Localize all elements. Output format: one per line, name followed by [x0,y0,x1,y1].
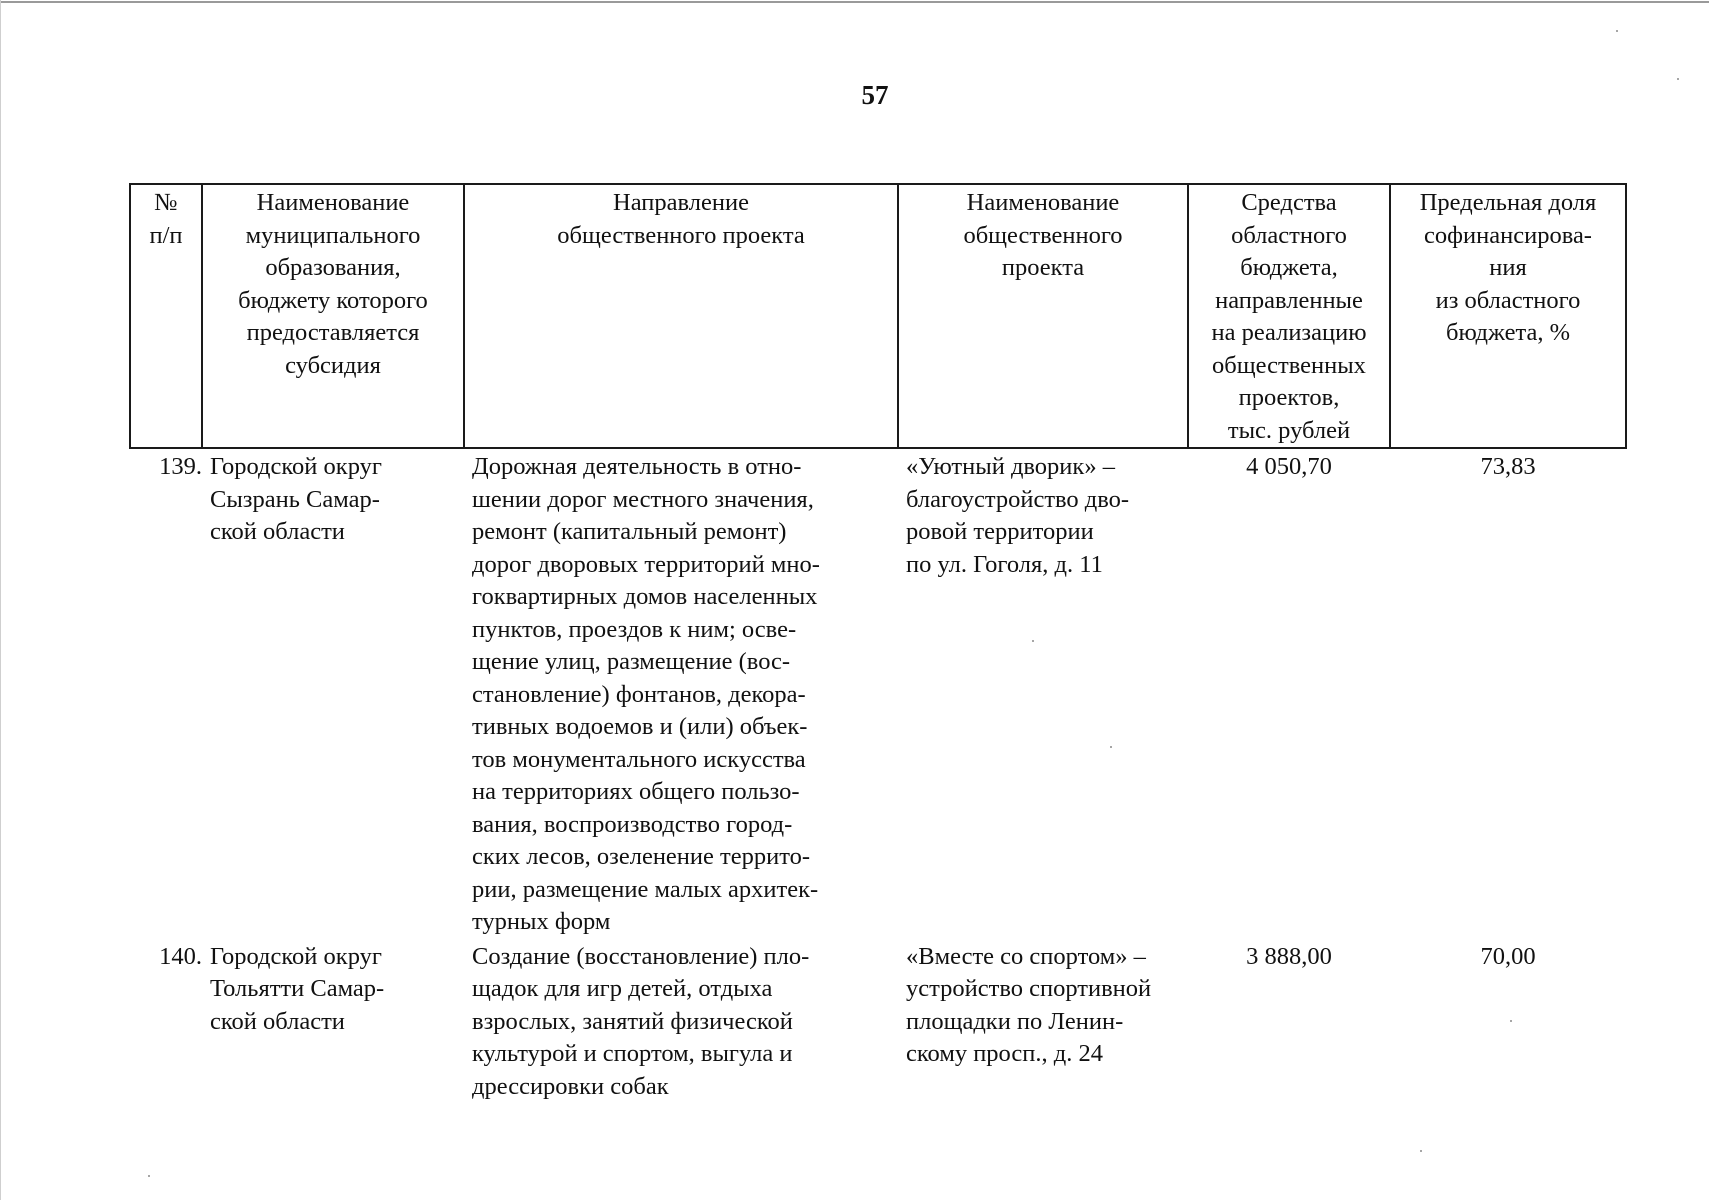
row-project-direction: Создание (восстановление) пло- щадок для игр детей, отдыха взрослых, занятий физической культурой и спортом, выгула и дрессировки собак [472,942,810,1100]
scan-speck [1110,746,1112,748]
subsidy-table [129,183,1627,1103]
row-project-name: «Вместе со спортом» – устройство спортивной площадки по Ленин- скому просп., д. 24 [906,942,1152,1067]
header-municipality: Наименование муниципального образования, бюджету которого предоставляется субсидия [202,184,464,448]
header-regional-funds: Средства областного бюджета, направленные на реализацию общественных проектов, тыс. рублей [1188,184,1390,448]
scan-speck [148,1175,150,1177]
row-cofinancing-share: 73,83 [1480,453,1536,480]
row-municipality: Городской округ Тольятти Самар- ской области [210,942,385,1035]
scan-speck [1616,30,1618,32]
table-row [130,448,1626,939]
header-cofinancing-share: Предельная доля софинансирова- ния из областного бюджета, % [1390,184,1626,448]
row-municipality: Городской округ Сызрань Самар- ской области [210,453,382,545]
page-number: 57 [861,80,889,110]
table-body [130,448,1626,1103]
header-number: № п/п [130,184,202,448]
table-header [130,184,1626,448]
page-left-edge [0,0,1,1200]
header-project-name: Наименование общественного проекта [898,184,1188,448]
scan-speck [1677,78,1679,80]
scan-speck [1510,1020,1512,1022]
row-project-name: «Уютный дворик» – благоустройство дво- ровой территории по ул. Гоголя, д. 11 [906,453,1130,578]
row-number: 140. [159,942,202,970]
header-row [130,184,1626,448]
row-regional-funds: 3 888,00 [1246,942,1332,970]
scan-speck [1032,640,1034,642]
scan-speck [1420,1150,1422,1152]
header-project-direction: Направление общественного проекта [464,184,898,448]
table-row [130,939,1626,1104]
page-top-edge [0,1,1709,3]
row-regional-funds: 4 050,70 [1246,453,1332,480]
row-project-direction: Дорожная деятельность в отно- шении дорог местного значения, ремонт (капитальный ремонт) дорог дворовых территорий мно- гоквартирных домов населенных пунктов, проездов к ним; осве- щение улиц, размещение (вос- становление) фонтанов, декора- тивных водоемов и (или) объек- тов монументального искусства на территориях общего пользо- вания, воспроизводство город- ских лесов, озеленение террито- рии, размещение малых архитек- турных форм [472,453,820,935]
row-number: 139. [159,453,202,480]
row-cofinancing-share: 70,00 [1480,942,1536,970]
